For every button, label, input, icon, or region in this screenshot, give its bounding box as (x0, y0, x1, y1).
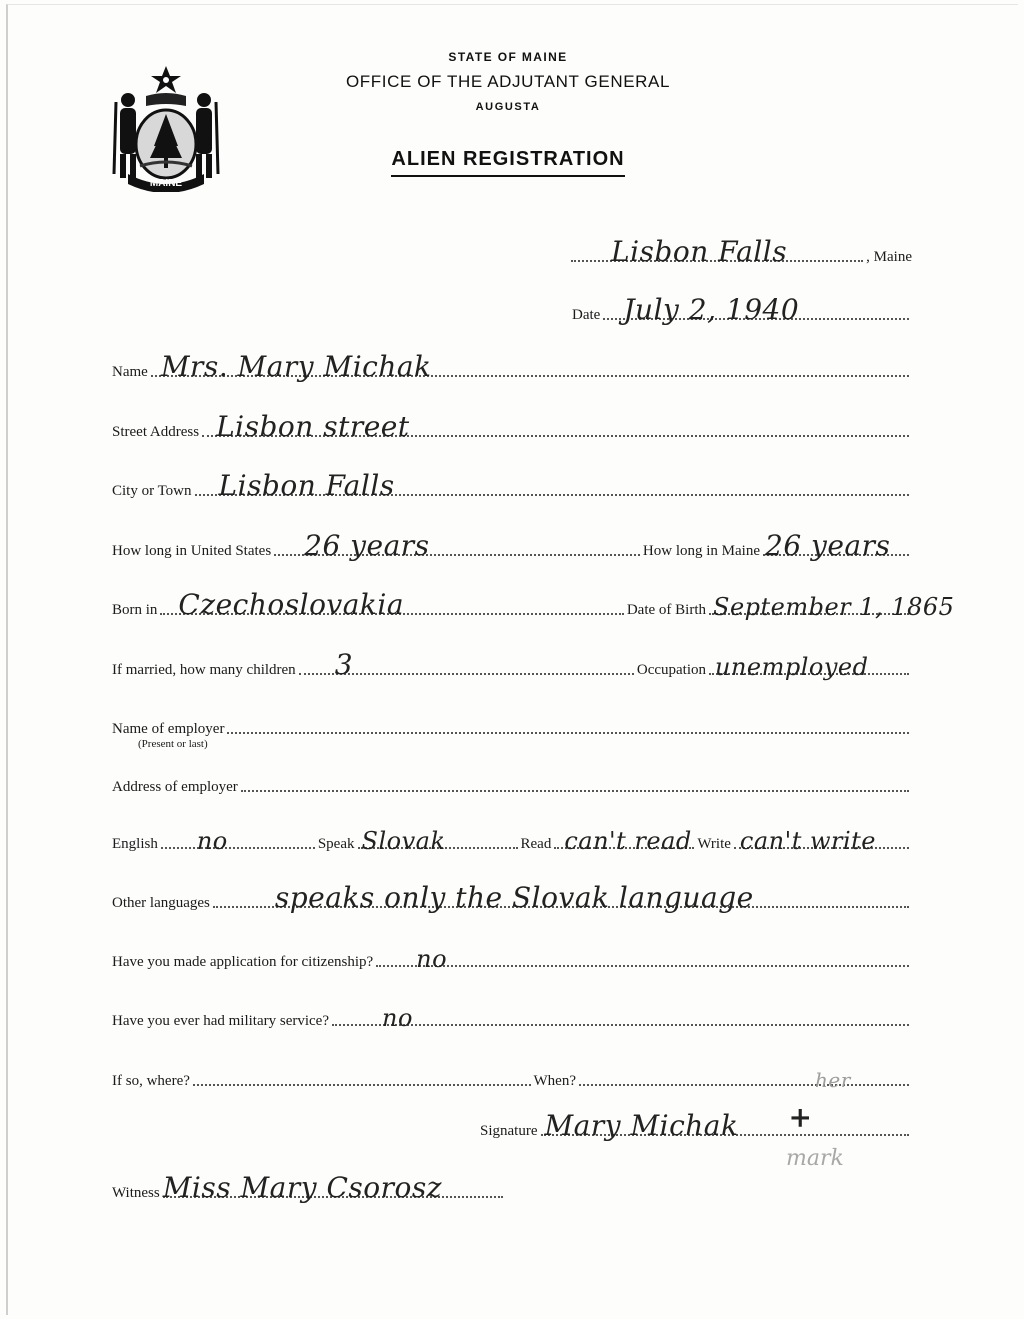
language-row: English no Speak Slovak Read can't read Write can't write (112, 831, 912, 855)
header-office: OFFICE OF THE ADJUTANT GENERAL (345, 72, 671, 91)
military-row: Have you ever had military service? no (112, 1008, 912, 1032)
other-languages-row: Other languages speaks only the Slovak language (112, 890, 912, 914)
where-field[interactable] (193, 1062, 531, 1086)
maine-duration-field[interactable]: 26 years (763, 532, 909, 556)
employer-address-row: Address of employer (112, 774, 912, 798)
children-field[interactable]: 3 (299, 651, 634, 675)
header-state: STATE OF MAINE (448, 50, 568, 64)
seal-text: MAINE (149, 178, 183, 189)
street-row: Street Address Lisbon street (112, 419, 912, 443)
citizenship-field[interactable]: no (376, 943, 909, 967)
birthplace-field[interactable]: Czechoslovakia (160, 591, 623, 615)
witness-row: Witness Miss Mary Csorosz (112, 1180, 506, 1204)
speak-field[interactable]: Slovak (358, 825, 518, 849)
children-row: If married, how many children 3 Occupation unemployed (112, 657, 912, 681)
signature-mark: + (788, 1101, 813, 1134)
employer-address-field[interactable] (241, 768, 909, 792)
occupation-field[interactable]: unemployed (709, 651, 909, 675)
date-field[interactable]: July 2, 1940 (603, 296, 909, 320)
duration-row: How long in United States 26 years How long in Maine 26 years (112, 538, 912, 562)
name-field[interactable]: Mrs. Mary Michak (151, 353, 909, 377)
us-duration-field[interactable]: 26 years (274, 532, 640, 556)
city-row: City or Town Lisbon Falls (112, 478, 912, 502)
witness-field[interactable]: Miss Mary Csorosz (163, 1174, 503, 1198)
other-languages-field[interactable]: speaks only the Slovak language (213, 884, 909, 908)
place-row: Lisbon Falls , Maine (568, 244, 912, 268)
read-field[interactable]: can't read (554, 825, 694, 849)
date-of-birth-field[interactable]: September 1, 1865 (709, 591, 909, 615)
signature-row: Signature Mary Michak + (480, 1118, 912, 1142)
employer-row: Name of employer (Present or last) (112, 716, 912, 740)
birth-row: Born in Czechoslovakia Date of Birth September 1, 1865 (112, 588, 955, 621)
citizenship-row: Have you made application for citizenship? no (112, 949, 912, 973)
header-city: AUGUSTA (475, 101, 541, 113)
military-field[interactable]: no (332, 1002, 909, 1026)
mark-note: mark (786, 1146, 844, 1171)
english-field[interactable]: no (161, 825, 315, 849)
date-row: Date July 2, 1940 (572, 302, 912, 326)
when-field[interactable]: her (579, 1062, 909, 1086)
name-row: Name Mrs. Mary Michak (112, 359, 912, 383)
city-field[interactable]: Lisbon Falls (195, 472, 909, 496)
place-field[interactable]: Lisbon Falls (571, 238, 863, 262)
write-field[interactable]: can't write (734, 825, 909, 849)
street-address-field[interactable]: Lisbon street (202, 413, 909, 437)
where-when-row: If so, where? When? her (112, 1068, 912, 1092)
signature-field[interactable]: Mary Michak + (541, 1112, 910, 1136)
form-title: ALIEN REGISTRATION (0, 148, 1020, 177)
employer-name-field[interactable] (227, 710, 909, 734)
